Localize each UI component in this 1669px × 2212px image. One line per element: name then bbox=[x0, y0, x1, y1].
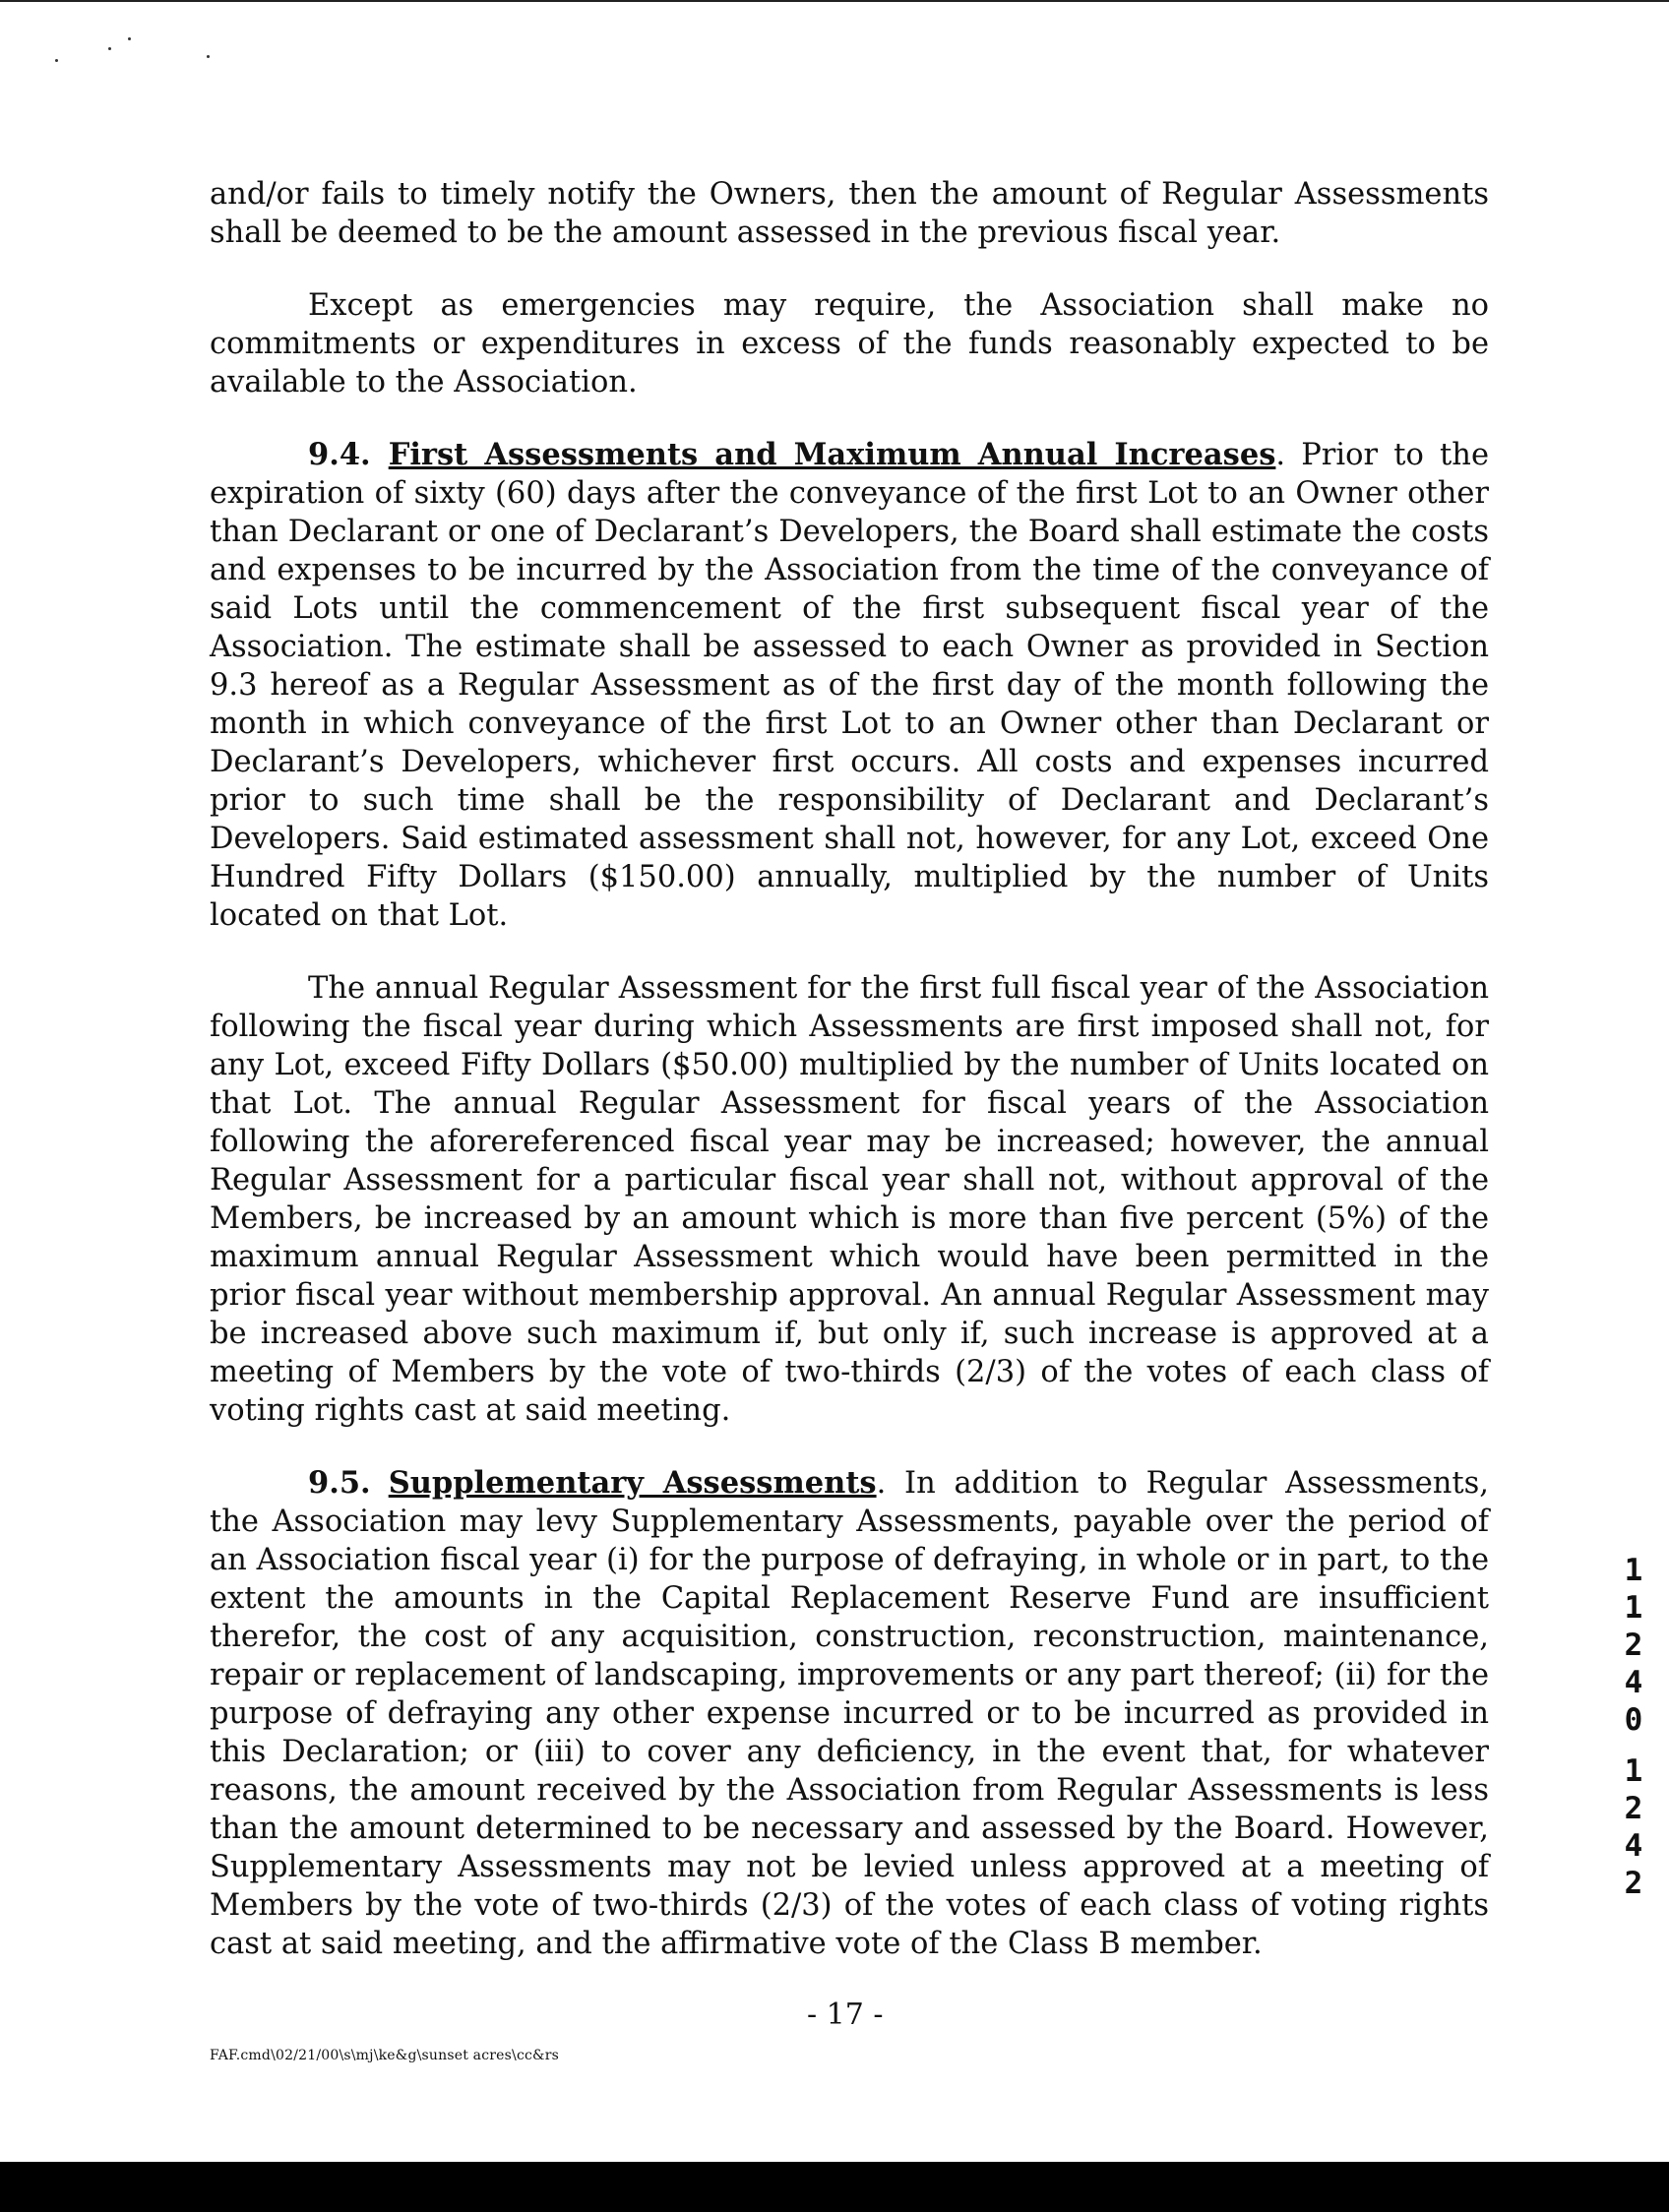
section-title: First Assessments and Maximum Annual Increases bbox=[388, 437, 1276, 472]
section-body: . Prior to the expiration of sixty (60) days after the conveyance of the first Lot to an Owner other than Declarant or one of Declarant’s Developers, the Board shall estimate the costs and expenses to be incurred by the Association from the time of the conveyance of said Lots until the commencement of the first subsequent fiscal year of the Association. The estimate shall be assessed to each Owner as provided in Section 9.3 hereof as a Regular Assessment as of the first day of the month following the month in which conveyance of the first Lot to an Owner other than Declarant or Declarant’s Developers, whichever first occurs. All costs and expenses incurred prior to such time shall be the responsibility of Declarant and Declarant’s Developers. Said estimated assessment shall not, however, for any Lot, exceed One Hundred Fifty Dollars ($150.00) annually, multiplied by the number of Units located on that Lot. bbox=[210, 438, 1489, 933]
stamp-digit: 2 bbox=[1624, 1866, 1643, 1901]
stamp-digit: 1 bbox=[1624, 1553, 1643, 1588]
recording-stamp-top bbox=[1614, 1552, 1653, 1739]
stamp-digit: 4 bbox=[1624, 1665, 1643, 1700]
page-number: - 17 - bbox=[807, 1997, 884, 2032]
recording-stamp-bottom bbox=[1614, 1752, 1653, 1902]
section-9-5 bbox=[210, 1464, 1489, 1963]
scan-top-edge bbox=[0, 0, 1669, 2]
footer-file-path: FAF.cmd\02/21/00\s\mj\ke&g\sunset acres\cc&rs bbox=[210, 2048, 559, 2063]
section-number: 9.4. bbox=[308, 437, 371, 472]
stamp-digit: 2 bbox=[1624, 1791, 1643, 1826]
stamp-digit: 4 bbox=[1624, 1828, 1643, 1864]
scan-speck bbox=[108, 47, 111, 50]
stamp-digit: 1 bbox=[1624, 1753, 1643, 1789]
stamp-digit: 0 bbox=[1624, 1702, 1643, 1738]
section-number: 9.5. bbox=[308, 1465, 371, 1501]
scan-speck bbox=[55, 59, 58, 62]
paragraph-annual-assessment: The annual Regular Assessment for the first full fiscal year of the Association following the fiscal year during which Assessments are first imposed shall not, for any Lot, exceed Fifty Dollars ($50.00) multiplied by the number of Units located on that Lot. The annual Regular Assessment for fiscal years of the Association following the aforereferenced fiscal year may be increased; however, the annual Regular Assessment for a particular fiscal year shall not, without approval of the Members, be increased by an amount which is more than five percent (5%) of the maximum annual Regular Assessment which would have been permitted in the prior fiscal year without membership approval. An annual Regular Assessment may be increased above such maximum if, but only if, such increase is approved at a meeting of Members by the vote of two-thirds (2/3) of the votes of each class of voting rights cast at said meeting. bbox=[210, 971, 1489, 1428]
section-9-4 bbox=[210, 436, 1489, 935]
scan-speck bbox=[128, 37, 131, 40]
paragraph-continuation: and/or fails to timely notify the Owners, then the amount of Regular Assessments shall be deemed to be the amount assessed in the previous fiscal year. bbox=[210, 177, 1489, 250]
paragraph-emergencies: Except as emergencies may require, the Association shall make no commitments or expenditures in excess of the funds reasonably expected to be available to the Association. bbox=[210, 288, 1489, 399]
scan-speck bbox=[207, 55, 210, 58]
stamp-digit: 1 bbox=[1624, 1590, 1643, 1626]
document-body bbox=[210, 175, 1489, 1997]
section-title: Supplementary Assessments bbox=[388, 1465, 877, 1501]
stamp-digit: 2 bbox=[1624, 1628, 1643, 1663]
scan-bottom-border bbox=[0, 2162, 1669, 2212]
section-body: . In addition to Regular Assessments, the Association may levy Supplementary Assessments, payable over the period of an Association fiscal year (i) for the purpose of defraying, in whole or in part, to the extent the amounts in the Capital Replacement Reserve Fund are insufficient therefor, the cost of any acquisition, construction, reconstruction, maintenance, repair or replacement of landscaping, improvements or any part thereof; (ii) for the purpose of defraying any other expense incurred or to be incurred as provided in this Declaration; or (iii) to cover any deficiency, in the event that, for whatever reasons, the amount received by the Association from Regular Assessments is less than the amount determined to be necessary and assessed by the Board. However, Supplementary Assessments may not be levied unless approved at a meeting of Members by the vote of two-thirds (2/3) of the votes of each class of voting rights cast at said meeting, and the affirmative vote of the Class B member. bbox=[210, 1466, 1489, 1961]
